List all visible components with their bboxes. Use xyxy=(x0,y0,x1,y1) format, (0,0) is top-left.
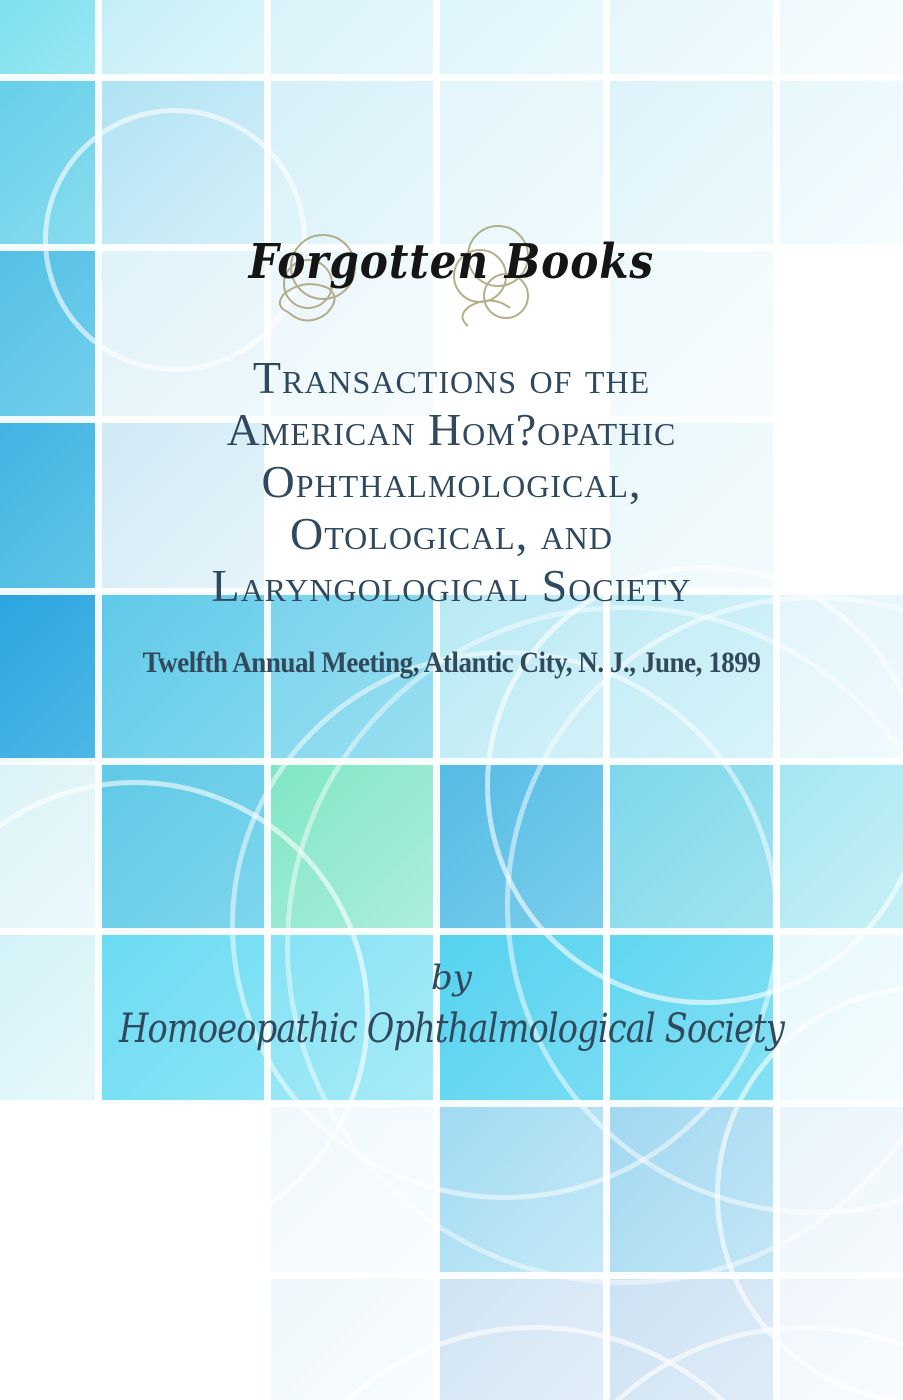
background-tile xyxy=(777,0,903,78)
grid-line xyxy=(773,0,780,1400)
background-tile xyxy=(268,0,437,78)
title-line: Otological, and xyxy=(289,508,614,559)
grid-line xyxy=(0,74,903,81)
grid-line xyxy=(264,0,271,1400)
book-subtitle: Twelfth Annual Meeting, Atlantic City, N. J., June, 1899 xyxy=(142,646,761,679)
title-line: Ophthalmological, xyxy=(261,456,642,507)
book-title xyxy=(0,352,903,612)
grid-line xyxy=(0,758,903,765)
title-line: Transactions of the xyxy=(252,352,651,403)
background-tile xyxy=(607,0,777,78)
background-tile xyxy=(607,78,777,248)
grid-line xyxy=(0,1100,903,1107)
grid-line xyxy=(95,0,102,1400)
background-tile xyxy=(99,0,268,78)
grid-line xyxy=(0,1272,903,1279)
byline: by xyxy=(431,958,472,998)
title-line: Laryngological Society xyxy=(211,560,692,611)
grid-line xyxy=(433,0,440,1400)
author-name: Homoeopathic Ophthalmological Society xyxy=(119,1006,784,1052)
publisher-logo xyxy=(0,234,903,334)
background-tile xyxy=(777,78,903,248)
publisher-logo-text: Forgotten Books xyxy=(248,234,655,290)
grid-line xyxy=(0,928,903,935)
background-tile xyxy=(437,0,607,78)
title-line: American Hom?opathic xyxy=(226,404,677,455)
grid-line xyxy=(603,0,610,1400)
background-tile xyxy=(0,0,99,78)
